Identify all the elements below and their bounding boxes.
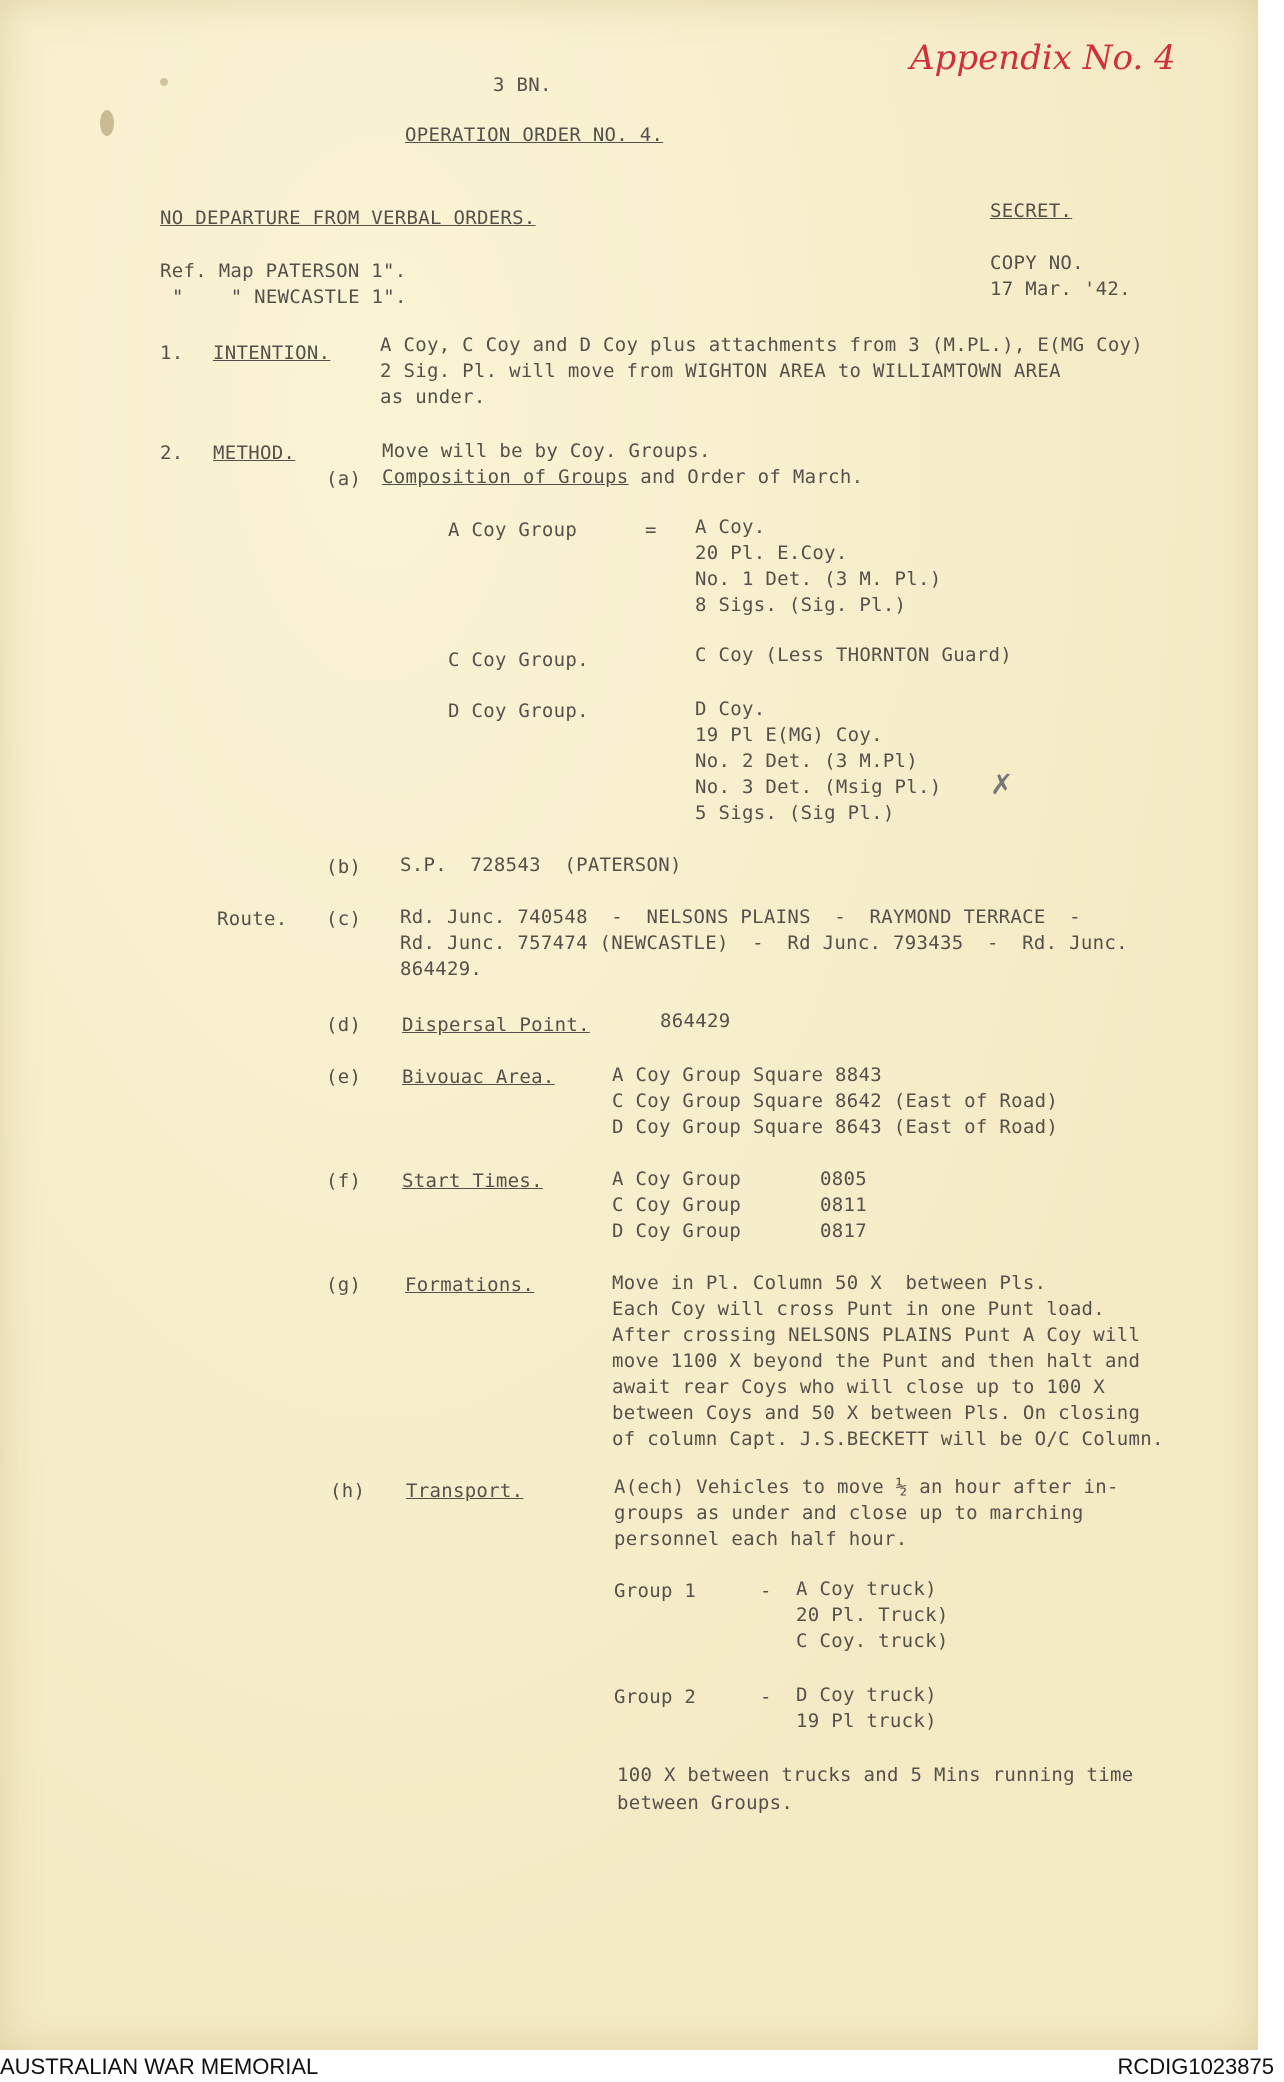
transport-line: A(ech) Vehicles to move ½ an hour after in- (614, 1476, 1119, 1498)
start-time-group: C Coy Group (612, 1194, 742, 1216)
group-name: C Coy Group. (448, 649, 589, 671)
bivouac-line: C Coy Group Square 8642 (East of Road) (612, 1090, 1059, 1112)
group-member: 19 Pl E(MG) Coy. (695, 724, 883, 746)
start-time-value: 0805 (820, 1168, 867, 1190)
formations-line: between Coys and 50 X between Pls. On closing (612, 1402, 1141, 1424)
group-member: 5 Sigs. (Sig Pl.) (695, 802, 895, 824)
dispersal-value: 864429 (660, 1010, 731, 1032)
transport-vehicle: C Coy. truck) (796, 1630, 949, 1652)
group-member: D Coy. (695, 698, 766, 720)
pencil-x-mark: ✗ (990, 768, 1014, 801)
sub-a-label: (a) (326, 468, 362, 490)
transport-group-separator: - (760, 1686, 772, 1708)
formations-line: await rear Coys who will close up to 100 X (612, 1376, 1106, 1398)
closing-line: between Groups. (617, 1792, 794, 1814)
para-1-line-1: A Coy, C Coy and D Coy plus attachments from 3 (M.PL.), E(MG Coy) (380, 334, 1144, 356)
start-time-group: D Coy Group (612, 1220, 742, 1242)
transport-group-name: Group 1 (614, 1580, 697, 1602)
formations-line: Each Coy will cross Punt in one Punt load. (612, 1298, 1106, 1320)
para-2-intro: Move will be by Coy. Groups. (382, 440, 711, 462)
formations-line: move 1100 X beyond the Punt and then halt and (612, 1350, 1141, 1372)
order-date: 17 Mar. '42. (990, 278, 1131, 300)
bivouac-line: A Coy Group Square 8843 (612, 1064, 882, 1086)
ref-map-line-1: Ref. Map PATERSON 1". (160, 260, 407, 282)
sub-b-label: (b) (326, 856, 362, 878)
sub-a-heading: Composition of Groups (382, 466, 629, 488)
para-1-number: 1. (160, 342, 184, 364)
route-line: Rd. Junc. 740548 - NELSONS PLAINS - RAYMOND TERRACE - (400, 906, 1081, 928)
sub-g-label: (g) (326, 1274, 362, 1296)
start-time-value: 0817 (820, 1220, 867, 1242)
formations-line: of column Capt. J.S.BECKETT will be O/C Column. (612, 1428, 1164, 1450)
appendix-annotation: Appendix No. 4 (910, 38, 1176, 78)
sub-c-label: (c) (326, 908, 362, 930)
transport-vehicle: A Coy truck) (796, 1578, 937, 1600)
order-title: OPERATION ORDER NO. 4. (405, 124, 664, 146)
closing-line: 100 X between trucks and 5 Mins running time (617, 1764, 1134, 1786)
route-label: Route. (217, 908, 288, 930)
footer-left-caption: AUSTRALIAN WAR MEMORIAL (0, 2054, 319, 2079)
footer-right-id: RCDIG1023875 (1117, 2054, 1274, 2079)
group-member: C Coy (Less THORNTON Guard) (695, 644, 1012, 666)
sub-e-label: (e) (326, 1066, 362, 1088)
group-member: 20 Pl. E.Coy. (695, 542, 848, 564)
para-2-heading: METHOD. (213, 442, 296, 464)
sub-f-label: (f) (326, 1170, 362, 1192)
route-line: Rd. Junc. 757474 (NEWCASTLE) - Rd Junc. 793435 - Rd. Junc. (400, 932, 1128, 954)
transport-line: groups as under and close up to marching (614, 1502, 1084, 1524)
group-name: A Coy Group (448, 519, 578, 541)
dispersal-heading: Dispersal Point. (402, 1014, 590, 1036)
group-separator: = (645, 519, 657, 541)
start-point: S.P. 728543 (PATERSON) (400, 854, 682, 876)
start-time-group: A Coy Group (612, 1168, 742, 1190)
bivouac-line: D Coy Group Square 8643 (East of Road) (612, 1116, 1059, 1138)
start-times-heading: Start Times. (402, 1170, 543, 1192)
sub-d-label: (d) (326, 1014, 362, 1036)
secret-marking: SECRET. (990, 200, 1073, 222)
para-1-heading: INTENTION. (213, 342, 331, 364)
sub-a-rest: and Order of March. (628, 466, 864, 488)
group-member: No. 3 Det. (Msig Pl.) (695, 776, 942, 798)
para-1-line-2: 2 Sig. Pl. will move from WIGHTON AREA to WILLIAMTOWN AREA (380, 360, 1061, 382)
transport-group-separator: - (760, 1580, 772, 1602)
bivouac-heading: Bivouac Area. (402, 1066, 555, 1088)
formations-heading: Formations. (405, 1274, 535, 1296)
group-name: D Coy Group. (448, 700, 589, 722)
group-member: A Coy. (695, 516, 766, 538)
ink-stain (100, 110, 114, 136)
transport-heading: Transport. (406, 1480, 524, 1502)
para-1-line-3: as under. (380, 386, 486, 408)
formations-line: After crossing NELSONS PLAINS Punt A Coy will (612, 1324, 1141, 1346)
ref-map-line-2: " " NEWCASTLE 1". (172, 286, 407, 308)
no-departure-note: NO DEPARTURE FROM VERBAL ORDERS. (160, 207, 536, 229)
copy-number: COPY NO. (990, 252, 1084, 274)
transport-vehicle: 20 Pl. Truck) (796, 1604, 949, 1626)
formations-line: Move in Pl. Column 50 X between Pls. (612, 1272, 1047, 1294)
transport-group-name: Group 2 (614, 1686, 697, 1708)
battalion-heading: 3 BN. (493, 74, 552, 96)
transport-vehicle: D Coy truck) (796, 1684, 937, 1706)
group-member: No. 1 Det. (3 M. Pl.) (695, 568, 942, 590)
group-member: 8 Sigs. (Sig. Pl.) (695, 594, 907, 616)
transport-line: personnel each half hour. (614, 1528, 908, 1550)
sub-a-text (382, 464, 863, 490)
sub-h-label: (h) (330, 1480, 366, 1502)
para-2-number: 2. (160, 442, 184, 464)
start-time-value: 0811 (820, 1194, 867, 1216)
ink-stain (160, 78, 168, 86)
route-line: 864429. (400, 958, 483, 980)
transport-vehicle: 19 Pl truck) (796, 1710, 937, 1732)
group-member: No. 2 Det. (3 M.Pl) (695, 750, 919, 772)
